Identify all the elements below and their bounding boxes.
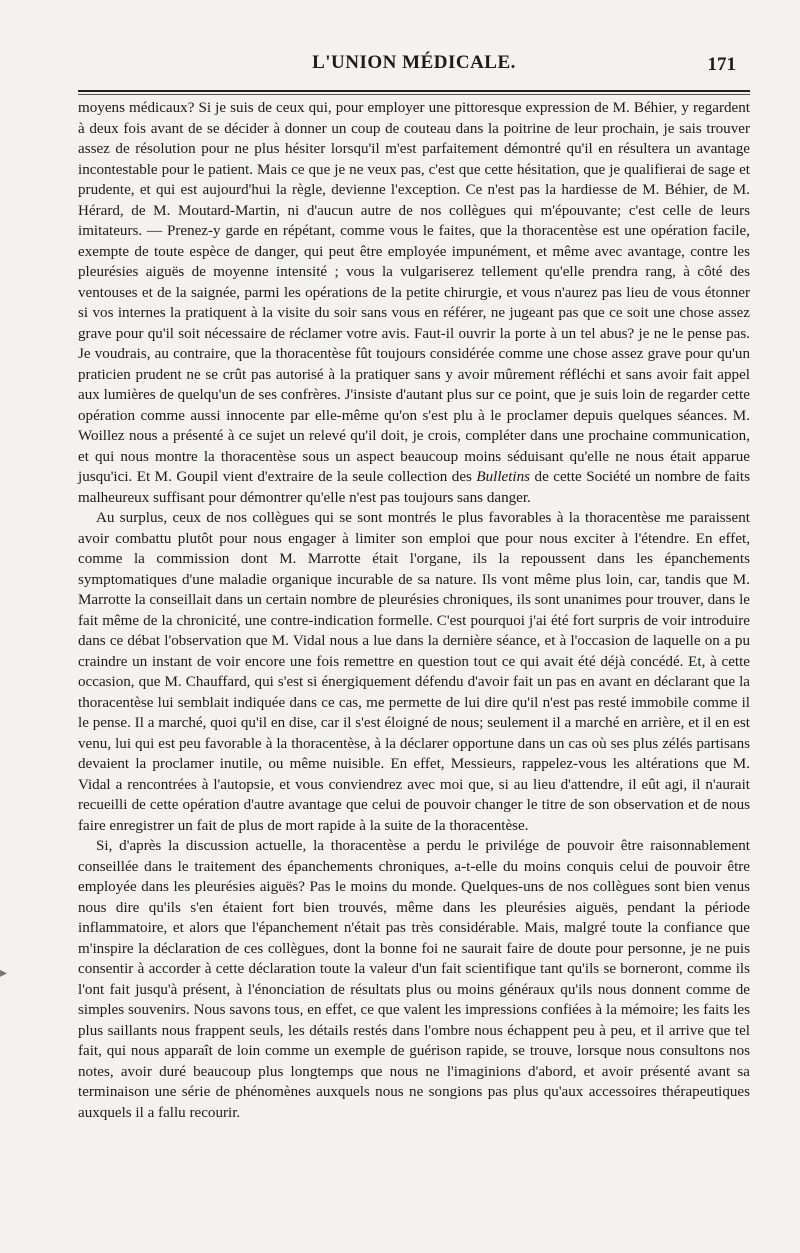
running-title: L'UNION MÉDICALE. (312, 52, 516, 73)
paragraph-1-text-a: moyens médicaux? Si je suis de ceux qui, pour employer une pittoresque expression de M. Béhier, y regardent à deux fois avant de se décider à donner un coup de couteau dans la poitrine de leur prochain, je sais trouver assez de résolution pour ne plus hésiter lorsqu'il m'est parfaitement démontré qu'il en résultera un avantage incontestable pour le patient. Mais ce que je ne veux pas, c'est que cette hésitation, que je qualifierai de sage et prudente, et qui est aujourd'hui la règle, devienne l'exception. Ce n'est pas la hardiesse de M. Béhier, de M. Hérard, de M. Moutard-Martin, ni d'aucun autre de nos collègues qui m'épouvante; c'est celle de leurs imitateurs. — Prenez-y garde en répétant, comme vous le faites, que la thoracentèse est une opération facile, exempte de toute espèce de danger, qui peut être employée impunément, et même avec avantage, contre les pleurésies aiguës de moyenne intensité ; vous la vulgariserez tellement qu'elle prendra rang, à côté des ventouses et de la saignée, parmi les opérations de la petite chirurgie, et vous n'aurez pas lieu de vous étonner si vos internes la pratiquent à la visite du soir sans vous en référer, ne jugeant pas que ce soit une chose assez grave pour qu'il soit nécessaire de réclamer votre avis. Faut-il ouvrir la porte à un tel abus? je ne le pense pas. Je voudrais, au contraire, que la thoracentèse fût toujours considérée comme une chose assez grave pour qu'un praticien prudent ne se crût pas autorisé à la pratiquer sans y avoir mûrement réfléchi et sans avoir fait appel aux lumières de quelqu'un de ses confrères. J'insiste d'autant plus sur ce point, que je suis loin de regarder cette opération comme aussi innocente par elle-même qu'on s'est plu à le proclamer depuis quelques séances. M. Woillez nous a présenté à ce sujet un relevé qu'il doit, je crois, compléter dans une prochaine communication, et qui nous montre la thoracentèse sous un aspect beaucoup moins séduisant qu'elle ne nous était apparue jusqu'ici. Et M. Goupil vient d'extraire de la seule collection des (78, 100, 750, 485)
header-rule-thick (78, 90, 750, 92)
paragraph-1-text-b: de cette Société un nombre de faits malheureux suffisant pour démontrer qu'elle n'est pas toujours sans danger. (78, 469, 750, 506)
margin-mark-icon: ▸ (0, 966, 8, 981)
bulletins-italic: Bulletins (476, 469, 531, 485)
paragraph-2: Au surplus, ceux de nos collègues qui se sont montrés le plus favorables à la thoracentèse me paraissent avoir combattu plutôt pour nous engager à limiter son emploi que pour nous exciter à l'étendre. En effet, comme la commission dont M. Marrotte était l'organe, ils la repoussent dans les épanchements symptomatiques d'une maladie organique incurable de sa nature. Ils vont même plus loin, car, tandis que M. Marrotte la conseillait dans un certain nombre de pleurésies chroniques, ils sont unanimes pour trouver, dans le fait même de la chronicité, une contre-indication formelle. C'est pourquoi j'ai été fort surpris de voir introduire dans ce débat l'observation que M. Vidal nous a lue dans la dernière séance, et à l'occasion de laquelle on a pu craindre un instant de voir encore une fois remettre en question tout ce qui avait été déjà concédé. Et, à cette occasion, que M. Chauffard, qui s'est si énergiquement défendu d'avoir fait un pas en avant en déclarant que la thoracentèse lui semblait indiquée dans ce cas, me permette de lui dire qu'il n'est pas resté immobile comme il le pense. Il a marché, quoi qu'il en dise, car il s'est éloigné de nous; seulement il a marché en arrière, et il en est venu, lui qui est peu favorable à la thoracentèse, à la déclarer opportune dans un cas où ses plus zélés partisans devaient la proclamer inutile, ou même nuisible. En effet, Messieurs, rappelez-vous les altérations que M. Vidal a rencontrées à l'autopsie, et vous conviendrez avec moi que, si au lieu d'attendre, il eût agi, il n'aurait recueilli de cette opération d'autre avantage que celui de pouvoir changer le titre de son observation et de nous faire enregistrer un fait de plus de mort rapide à la suite de la thoracentèse. (78, 510, 750, 834)
article-body (78, 98, 750, 1123)
paragraph-3: Si, d'après la discussion actuelle, la thoracentèse a perdu le privilége de pouvoir être raisonnablement conseillée dans le traitement des épanchements chroniques, a-t-elle du moins conquis celui de pouvoir être employée dans les pleurésies aiguës? Pas le moins du monde. Quelques-uns de nos collègues sont bien venus nous dire qu'ils s'en étaient fort bien trouvés, même dans les pleurésies aiguës, pendant la période inflammatoire, et alors que l'épanchement n'était pas très considérable. Mais, malgré toute la confiance que m'inspire la déclaration de ces collègues, dont la bonne foi ne saurait faire de doute pour personne, je ne puis consentir à accorder à cette déclaration toute la valeur d'un fait scientifique tant qu'ils se borneront, comme ils l'ont fait jusqu'à présent, à l'énonciation de résultats plus ou moins généraux qu'ils nous donnent comme de simples souvenirs. Nous savons tous, en effet, ce que valent les impressions confiées à la mémoire; les faits les plus saillants nous frappent seuls, les détails restés dans l'ombre nous échappent peu à peu, et il arrive que tel fait, qui nous apparaît de loin comme un exemple de guérison rapide, se trouve, lorsque nous consultons nos notes, avoir duré beaucoup plus longtemps que nous ne l'imaginions d'abord, et avoir présenté avant sa terminaison une série de phénomènes auxquels nous ne songions pas plus qu'aux accessoires thérapeutiques auxquels il a fallu recourir. (78, 838, 750, 1121)
paragraph-1 (78, 98, 750, 508)
header-rule-thin (78, 94, 750, 95)
page-header (78, 52, 750, 86)
page-number: 171 (707, 54, 736, 75)
